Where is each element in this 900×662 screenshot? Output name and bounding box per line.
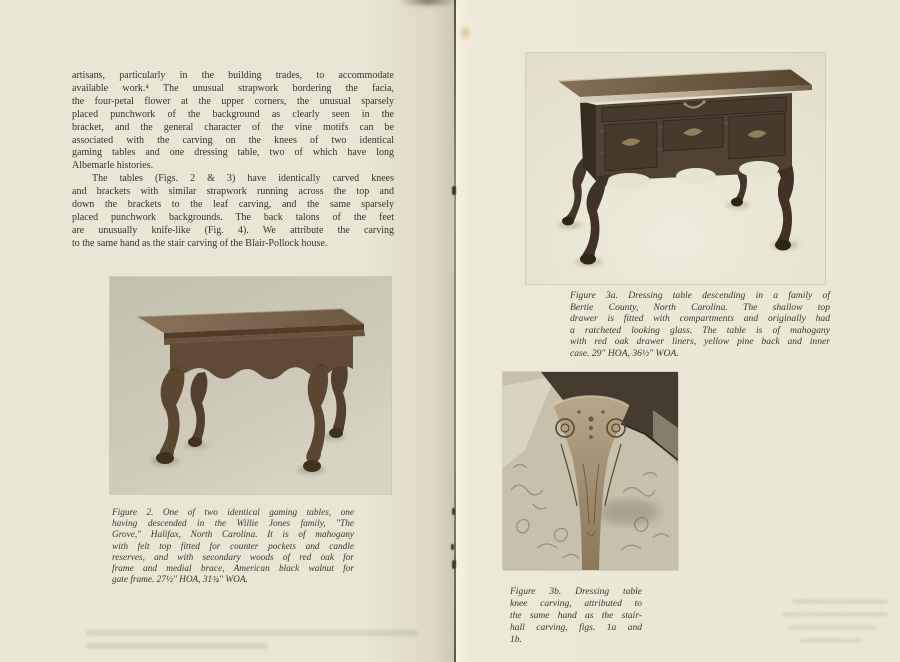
- page-showthrough: [800, 638, 862, 643]
- text-line: drawer is fitted with compartments and originally had: [570, 313, 830, 325]
- text-line: placed punchwork backgrounds. The back talons of the feet: [72, 211, 394, 223]
- figure3a-caption: [570, 290, 830, 360]
- text-line: and brackets with similar strapwork running across the top and: [72, 186, 394, 198]
- text-line: gate frame. 27½″ HOA, 31¾″ WOA.: [112, 575, 248, 586]
- figure3b-knee-carving-photo: [503, 372, 678, 570]
- text-line: knee carving, attributed to: [510, 599, 642, 609]
- text-line: having descended in the Willie Jones family, "The: [112, 519, 354, 530]
- figure3b-caption: [510, 586, 642, 646]
- text-line: frame and medial brace, American black walnut for: [112, 564, 354, 575]
- gaming-table-illustration: [110, 277, 391, 494]
- text-line: case. 29″ HOA, 36½″ WOA.: [570, 347, 679, 359]
- text-line: Figure 3a. Dressing table descending in a family of: [570, 290, 830, 301]
- text-line: available work.⁴ The unusual strapwork bordering the facia,: [72, 82, 394, 94]
- spine-fleck: [451, 544, 454, 550]
- text-line: The tables (Figs. 2 & 3) have identically carved knees: [72, 173, 394, 185]
- page-showthrough: [86, 630, 418, 636]
- spine-stain: [458, 24, 472, 42]
- text-line: Albemarle histories.: [72, 160, 154, 172]
- text-line: placed punchwork of the background as clearly seen in the: [72, 108, 394, 120]
- paragraph-artisans: [72, 70, 394, 173]
- text-line: the same hand as the stair-: [510, 611, 642, 621]
- text-line: a ratcheted looking glass. The table is of mahogany: [570, 324, 830, 336]
- text-line: 1b.: [510, 635, 522, 645]
- text-line: Figure 2. One of two identical gaming tables, one: [112, 508, 354, 518]
- paragraph-tables: [72, 173, 394, 250]
- text-line: with red oak drawer liners, yellow pine back and inner: [570, 336, 830, 348]
- body-text-column: [72, 70, 394, 251]
- page-showthrough: [788, 625, 876, 630]
- text-line: Bertie County, North Carolina. The shallow top: [570, 301, 830, 313]
- text-line: gaming tables and one dressing table, two of which have long: [72, 147, 394, 159]
- spine-fleck: [452, 560, 456, 569]
- page-showthrough: [86, 643, 268, 649]
- text-line: Grove," Halifax, North Carolina. It is of mahogany: [112, 530, 354, 541]
- knee-carving-illustration: [503, 372, 678, 570]
- text-line: with felt top fitted for counter pockets and candle: [112, 541, 354, 552]
- figure3a-dressing-table-photo: [526, 53, 825, 284]
- text-line: associated with the carving on the knees of two identical: [72, 134, 394, 146]
- figure2-gaming-table-photo: [110, 277, 391, 494]
- text-line: are unusually knife-like (Fig. 4). We attribute the carving: [72, 224, 394, 236]
- text-line: artisans, particularly in the building trades, to accommodate: [72, 70, 394, 81]
- page-showthrough: [782, 612, 888, 617]
- text-line: to the same hand as the stair carving of the Blair-Pollock house.: [72, 237, 328, 249]
- page-showthrough: [792, 599, 888, 604]
- text-line: hall carving, figs. 1a and: [510, 623, 642, 633]
- dressing-table-illustration: [526, 53, 825, 284]
- text-line: reserves, and with secondary woods of red oak for: [112, 552, 354, 563]
- figure2-caption: [112, 508, 354, 586]
- text-line: down the brackets to the leaf carving, and the same sparsely: [72, 199, 394, 211]
- spine-fleck: [452, 508, 455, 515]
- spine-fleck: [452, 186, 456, 195]
- text-line: the four-petal flower at the upper corners, the unusual sparsely: [72, 95, 394, 107]
- text-line: Figure 3b. Dressing table: [510, 587, 642, 597]
- text-line: bracket, and the general character of the vine motifs can be: [72, 121, 394, 133]
